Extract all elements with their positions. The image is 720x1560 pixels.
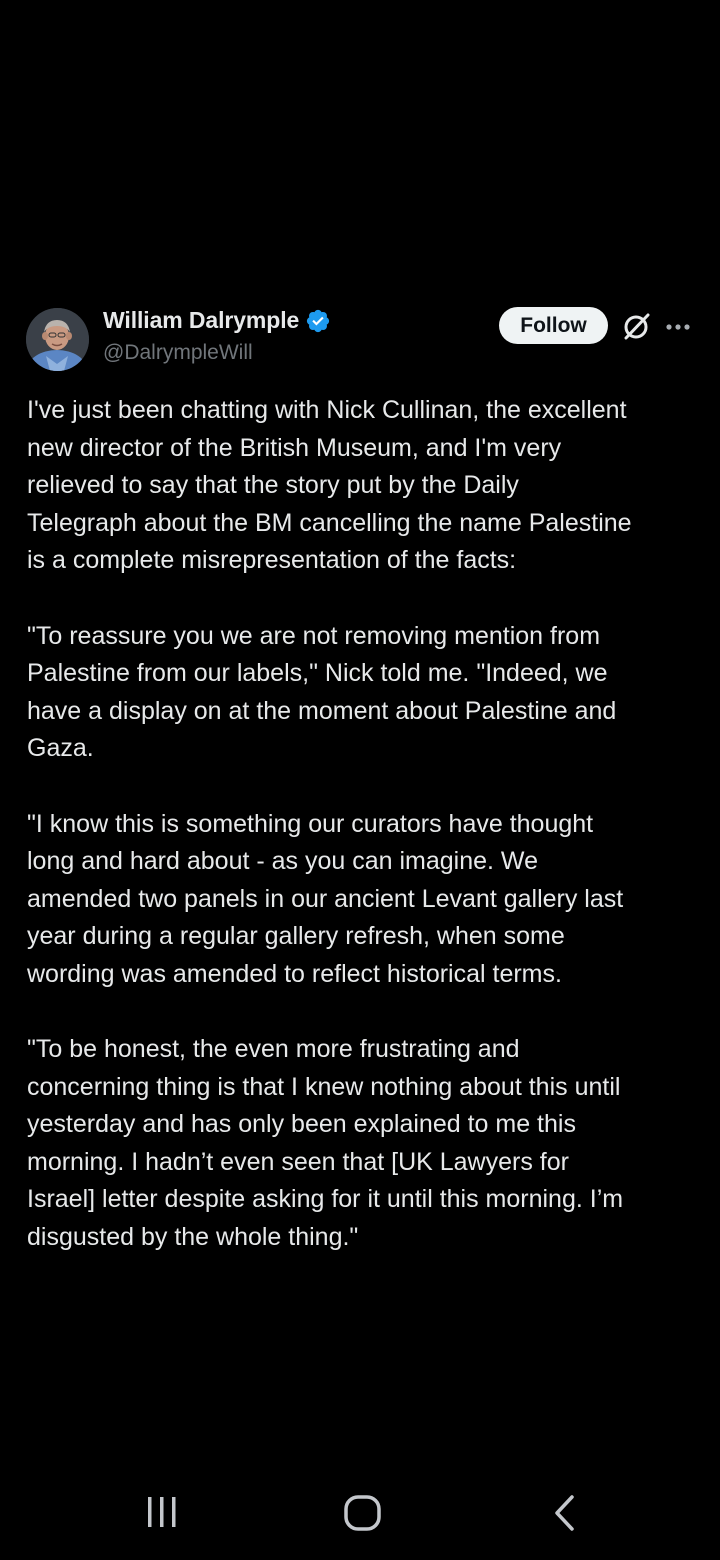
follow-button[interactable]: Follow bbox=[499, 307, 608, 344]
author-handle[interactable]: @DalrympleWill bbox=[103, 341, 253, 364]
tweet-paragraph: I've just been chatting with Nick Cullinan, the excellent new director of the British Museum, and I'm very relieved to say that the story put by the Daily Telegraph about the BM cancelling the name Palestine is a complete misrepresentation of the facts: bbox=[27, 396, 632, 575]
tweet-paragraph: "To be honest, the even more frustrating and concerning thing is that I knew nothing about this until yesterday and has only been explained to me this morning. I hadn’t even seen that [UK Lawyers for Israel] letter despite asking for it until this morning. I’m disgusted by the whole thing." bbox=[27, 1035, 624, 1252]
back-icon[interactable] bbox=[552, 1494, 578, 1532]
grok-icon[interactable] bbox=[622, 311, 652, 341]
tweet-paragraph: "To reassure you we are not removing mention from Palestine from our labels," Nick told me. "Indeed, we have a display on at the moment about Palestine and Gaza. bbox=[27, 621, 617, 763]
more-options-icon[interactable] bbox=[665, 320, 691, 332]
author-name-row bbox=[103, 307, 331, 334]
home-icon[interactable] bbox=[343, 1494, 383, 1532]
recent-apps-icon[interactable] bbox=[143, 1494, 181, 1530]
tweet bbox=[0, 300, 720, 1252]
tweet-header bbox=[0, 300, 720, 380]
tweet-text bbox=[27, 392, 697, 1294]
verified-badge-icon bbox=[305, 308, 331, 334]
avatar[interactable] bbox=[26, 308, 89, 371]
author-display-name[interactable]: William Dalrymple bbox=[103, 307, 300, 333]
system-navigation-bar bbox=[0, 1470, 720, 1560]
tweet-paragraph: "I know this is something our curators have thought long and hard about - as you can imagine. We amended two panels in our ancient Levant gallery last year during a regular gallery refresh, when some wording was amended to reflect historical terms. bbox=[27, 809, 624, 988]
